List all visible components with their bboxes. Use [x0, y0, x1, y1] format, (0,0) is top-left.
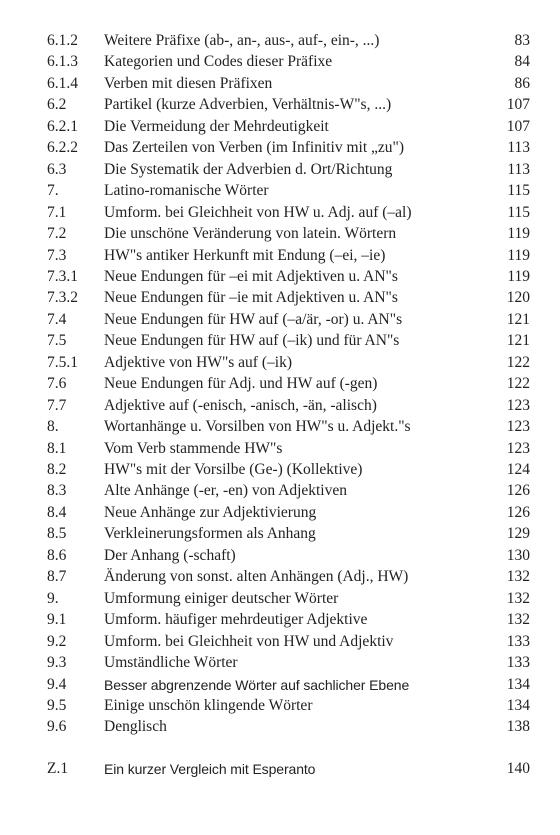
toc-entry-number: 8.1 [47, 439, 67, 457]
toc-entry-page: 113 [507, 139, 530, 157]
toc-entry [0, 73, 560, 95]
toc-entry-page: 138 [506, 718, 530, 736]
toc-entry-title: Adjektive auf (-enisch, -anisch, -än, -alisch) [104, 396, 377, 414]
toc-entry [0, 330, 560, 352]
toc-entry-title: HW"s antiker Herkunft mit Endung (–ei, –ie) [104, 246, 386, 264]
toc-entry [0, 266, 560, 288]
toc-entry-page: 140 [506, 759, 530, 777]
toc-entry-number: 9.2 [47, 632, 67, 650]
toc-entry-page: 132 [506, 589, 530, 607]
toc-entry [0, 674, 560, 696]
toc-entry [0, 287, 560, 309]
toc-entry-number: 8.3 [47, 482, 67, 500]
toc-entry [0, 523, 560, 545]
toc-entry-number: 7.5 [47, 332, 67, 350]
toc-entry-number: 7.7 [47, 396, 67, 414]
toc-entry-page: 119 [507, 267, 530, 285]
toc-entry-number: 6.1.3 [47, 53, 78, 71]
toc-entry-number: 9. [47, 589, 59, 607]
toc-entry [0, 459, 560, 481]
toc-entry [0, 245, 560, 267]
toc-entry [0, 545, 560, 567]
toc-entry-page: 132 [506, 568, 530, 586]
toc-entry-title: Kategorien und Codes dieser Präfixe [104, 53, 333, 71]
toc-entry-page: 129 [506, 525, 530, 543]
toc-entry-title: Denglisch [104, 718, 167, 736]
toc-entry [0, 631, 560, 653]
toc-entry-title: Umform. bei Gleichheit von HW und Adjektiv [104, 632, 394, 650]
toc-entry [0, 352, 560, 374]
toc-entry-title: Der Anhang (-schaft) [104, 546, 236, 564]
toc-entry-title: Änderung von sonst. alten Anhängen (Adj., HW) [104, 568, 409, 586]
toc-entry-page: 83 [514, 32, 530, 49]
toc-entry-number: 7.3.2 [47, 289, 78, 307]
toc-entry [0, 416, 560, 438]
toc-entry [0, 51, 560, 73]
toc-entry-page: 123 [506, 418, 530, 436]
toc-entry-page: 130 [506, 546, 530, 564]
toc-entry-title: Umständliche Wörter [104, 654, 238, 672]
toc-entry-number: 7.1 [47, 203, 67, 221]
toc-entry-page: 115 [507, 203, 530, 221]
toc-entry-page: 121 [506, 310, 530, 328]
toc-entry-page: 113 [507, 160, 530, 178]
toc-entry [0, 502, 560, 524]
toc-entry-number: 8.2 [47, 461, 67, 478]
toc-entry [0, 137, 560, 159]
toc-entry-page: 86 [514, 74, 530, 92]
toc-entry-title: Adjektive von HW"s auf (–ik) [104, 353, 292, 371]
toc-entry-number: 8.6 [47, 546, 67, 564]
toc-entry-number: 6.1.2 [47, 32, 78, 49]
toc-entry-title: Alte Anhänge (-er, -en) von Adjektiven [104, 482, 347, 500]
toc-entry-number: 7.3 [47, 246, 67, 264]
toc-entry-title: Die unschöne Veränderung von latein. Wörtern [104, 225, 397, 243]
toc-entry-title: Partikel (kurze Adverbien, Verhältnis-W"s, ...) [104, 96, 392, 114]
toc-entry-title: Verkleinerungsformen als Anhang [104, 525, 316, 543]
toc-entry [0, 395, 560, 417]
toc-entry [0, 159, 560, 181]
toc-entry-page: 123 [506, 396, 530, 414]
toc-entry-title: Neue Endungen für –ie mit Adjektiven u. AN"s [104, 289, 398, 307]
toc-entry-title: Neue Endungen für HW auf (–a/är, -or) u. AN"s [104, 310, 403, 328]
toc-entry-number: 6.3 [47, 160, 67, 178]
toc-entry [0, 94, 560, 116]
toc-entry [0, 758, 560, 780]
toc-entry-number: 7. [47, 182, 59, 200]
toc-entry-page: 134 [506, 696, 530, 714]
toc-entry-page: 84 [514, 53, 530, 71]
toc-entry-page: 121 [506, 332, 530, 350]
toc-entry-title: Einige unschön klingende Wörter [104, 696, 313, 714]
toc-entry [0, 566, 560, 588]
toc-entry-number: Z.1 [47, 759, 69, 777]
toc-entry-page: 119 [507, 246, 530, 264]
toc-entry [0, 180, 560, 202]
toc-entry-title: Neue Endungen für –ei mit Adjektiven u. AN"s [104, 267, 398, 285]
toc-entry-page: 126 [506, 482, 530, 500]
toc-entry [0, 695, 560, 717]
toc-entry-title: Besser abgrenzende Wörter auf sachlicher Ebene [104, 676, 410, 693]
toc-entry [0, 223, 560, 245]
toc-entry-title: Die Vermeidung der Mehrdeutigkeit [104, 117, 329, 135]
toc-entry-number: 7.6 [47, 375, 67, 393]
toc-entry-number: 8.5 [47, 525, 67, 543]
toc-entry [0, 116, 560, 138]
toc-entry-number: 9.1 [47, 611, 67, 629]
toc-entry-number: 9.6 [47, 718, 67, 736]
toc-entry-title: Vom Verb stammende HW"s [104, 439, 283, 457]
toc-entry-title: Umform. häufiger mehrdeutiger Adjektive [104, 611, 368, 629]
toc-entry [0, 373, 560, 395]
toc-entry [0, 30, 560, 52]
toc-entry-page: 124 [506, 461, 530, 478]
toc-entry [0, 716, 560, 738]
toc-entry [0, 480, 560, 502]
toc-entry-title: Neue Endungen für Adj. und HW auf (-gen) [104, 375, 378, 393]
toc-entry-title: Latino-romanische Wörter [104, 182, 269, 200]
toc-entry-page: 132 [506, 611, 530, 629]
toc-entry-number: 8.7 [47, 568, 67, 586]
toc-entry-title: Verben mit diesen Präfixen [104, 74, 273, 92]
toc-entry-number: 6.1.4 [47, 74, 78, 92]
toc-entry-number: 7.5.1 [47, 353, 78, 371]
toc-entry-title: HW"s mit der Vorsilbe (Ge-) (Kollektive) [104, 461, 363, 478]
toc-entry-number: 8. [47, 418, 59, 436]
toc-entry-page: 115 [507, 182, 530, 200]
toc-entry-title: Neue Endungen für HW auf (–ik) und für AN"s [104, 332, 400, 350]
toc-entry-title: Die Systematik der Adverbien d. Ort/Richtung [104, 160, 393, 178]
toc-entry-page: 122 [506, 375, 530, 393]
toc-entry-page: 133 [506, 632, 530, 650]
toc-entry [0, 438, 560, 460]
toc-entry-number: 7.2 [47, 225, 67, 243]
toc-entry-number: 6.2.2 [47, 139, 78, 157]
toc-entry [0, 652, 560, 674]
toc-entry-title: Das Zerteilen von Verben (im Infinitiv mit „zu") [104, 139, 405, 157]
toc-entry-page: 126 [506, 503, 530, 521]
toc-entry [0, 309, 560, 331]
toc-entry-number: 6.2.1 [47, 117, 78, 135]
toc-entry-title: Ein kurzer Vergleich mit Esperanto [104, 760, 316, 777]
toc-entry-page: 122 [506, 353, 530, 371]
toc-entry [0, 609, 560, 631]
toc-entry-page: 123 [506, 439, 530, 457]
toc-entry-page: 119 [507, 225, 530, 243]
toc-entry-title: Wortanhänge u. Vorsilben von HW"s u. Adjekt."s [104, 418, 411, 436]
toc-entry [0, 588, 560, 610]
toc-entry-title: Umform. bei Gleichheit von HW u. Adj. auf (–al) [104, 203, 412, 221]
toc-entry-number: 7.4 [47, 310, 67, 328]
toc-entry-page: 133 [506, 654, 530, 672]
toc-entry-number: 9.3 [47, 654, 67, 672]
toc-entry-title: Neue Anhänge zur Adjektivierung [104, 503, 317, 521]
toc-entry-title: Umformung einiger deutscher Wörter [104, 589, 339, 607]
toc-entry-number: 7.3.1 [47, 267, 78, 285]
toc-entry-number: 9.5 [47, 696, 67, 714]
toc-entry-page: 120 [506, 289, 530, 307]
toc-entry-number: 6.2 [47, 96, 67, 114]
toc-entry [0, 202, 560, 224]
toc-entry-number: 8.4 [47, 503, 67, 521]
toc-entry-page: 107 [506, 96, 530, 114]
toc-entry-number: 9.4 [47, 675, 67, 693]
toc-entry-page: 134 [506, 675, 530, 693]
toc-entry-page: 107 [506, 117, 530, 135]
toc-entry-title: Weitere Präfixe (ab-, an-, aus-, auf-, ein-, ...) [104, 32, 380, 49]
